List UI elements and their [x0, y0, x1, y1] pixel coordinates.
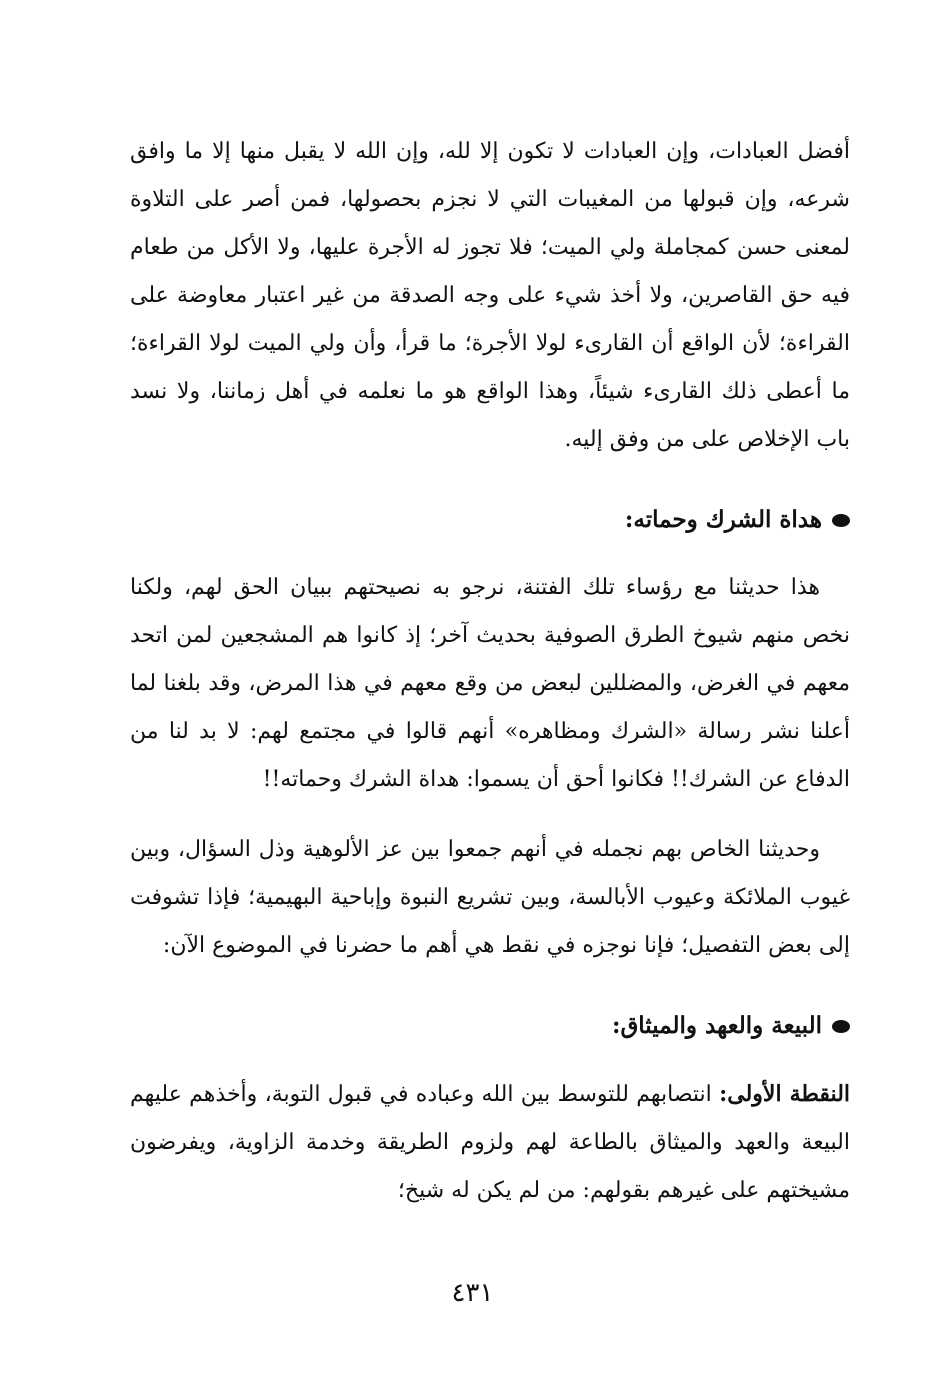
section-heading-pledge	[130, 1006, 850, 1046]
section-heading-text: البيعة والعهد والميثاق:	[611, 1012, 822, 1039]
paragraph-continuation: أفضل العبادات، وإن العبادات لا تكون إلا لله، وإن الله لا يقبل منها إلا ما وافق شرعه، وإن قبولها من المغيبات التي لا نجزم بحصولها، فمن أصر على التلاوة لمعنى حسن كمجاملة ولي الميت؛ فلا تجوز له الأجرة عليها، ولا الأكل من طعام فيه حق القاصرين، ولا أخذ شيء على وجه الصدقة من غير اعتبار معاوضة على القراءة؛ لأن الواقع أن القارىء لولا الأجرة؛ ما قرأ، وأن ولي الميت لولا القراءة؛ ما أعطى ذلك القارىء شيئاً، وهذا الواقع هو ما نعلمه في أهل زماننا، ولا نسد باب الإخلاص على من وفق إليه.	[130, 139, 850, 452]
section-heading-text: هداة الشرك وحماته:	[624, 506, 822, 533]
paragraph-special-talk: وحديثنا الخاص بهم نجمله في أنهم جمعوا بين عز الألوهية وذل السؤال، وبين غيوب الملائكة وعيوب الأبالسة، وبين تشريع النبوة وإباحية البهيمية؛ فإذا تشوفت إلى بعض التفصيل؛ فإنا نوجزه في نقط هي أهم ما حضرنا في الموضوع الآن:	[130, 837, 850, 958]
paragraph-first-point	[130, 1070, 850, 1215]
bullet-icon	[832, 514, 850, 527]
point-text: انتصابهم للتوسط بين الله وعباده في قبول التوبة، وأخذهم عليهم البيعة والعهد والميثاق بالطاعة لهم ولزوم الطريقة وخدمة الزاوية، ويفرضون مشيختهم على غيرهم بقولهم: من لم يكن له شيخ؛	[130, 1082, 850, 1203]
page-body	[130, 128, 850, 1215]
page-number: ٤٣١	[451, 1278, 494, 1308]
bullet-icon	[832, 1020, 850, 1033]
point-label: النقطة الأولى:	[719, 1081, 851, 1107]
section-heading-shirk-guides	[130, 500, 850, 540]
paragraph-sufi-leaders: هذا حديثنا مع رؤساء تلك الفتنة، نرجو به نصيحتهم ببيان الحق لهم، ولكنا نخص منهم شيوخ الطرق الصوفية بحديث آخر؛ إذ كانوا هم المشجعين لمن اتحد معهم في الغرض، والمضللين لبعض من وقع معهم في هذا المرض، وقد بلغنا لما أعلنا نشر رسالة «الشرك ومظاهره» أنهم قالوا في مجتمع لهم: لا بد لنا من الدفاع عن الشرك!! فكانوا أحق أن يسموا: هداة الشرك وحماته!!	[130, 575, 850, 792]
